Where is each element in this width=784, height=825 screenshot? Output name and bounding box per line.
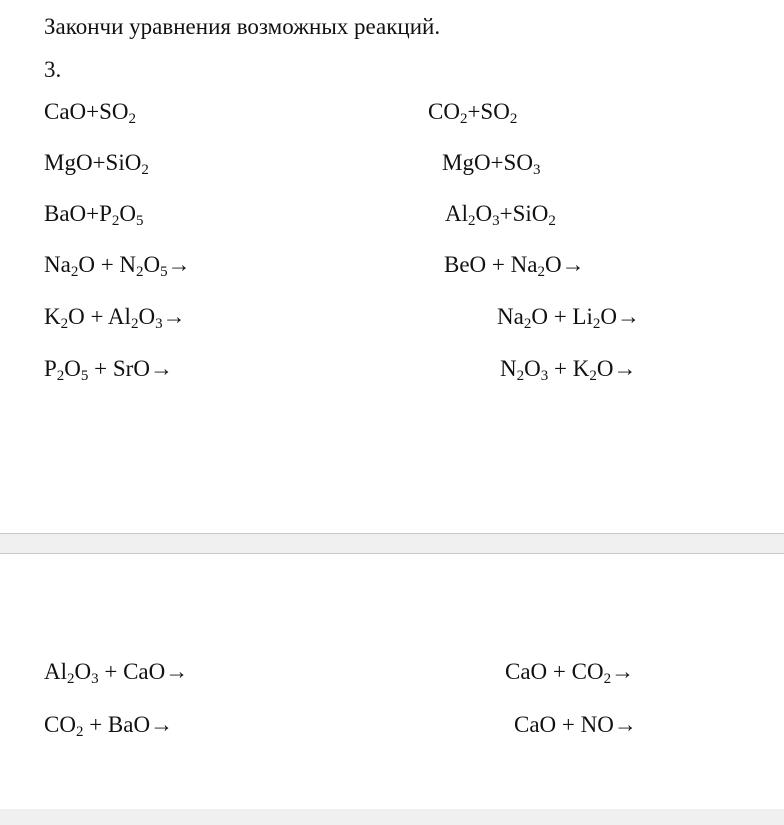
subscript: 2 [67, 671, 75, 687]
subscript: 2 [56, 368, 65, 384]
formula-text: + SrO→ [88, 356, 173, 381]
formula-text: O [64, 356, 81, 381]
subscript: 2 [141, 162, 149, 178]
subscript: 2 [516, 368, 525, 384]
reaction-12 [500, 356, 636, 382]
reaction-4 [442, 150, 540, 176]
reaction-15 [44, 712, 173, 738]
subscript: 5 [160, 264, 168, 280]
formula-text: O + N [78, 252, 137, 277]
subscript: 2 [589, 368, 597, 384]
formula-text: + BaO→ [83, 712, 174, 737]
formula-text: CO [44, 712, 76, 737]
reaction-14 [505, 659, 634, 685]
subscript: 2 [548, 213, 556, 229]
formula-text: N [500, 356, 517, 381]
formula-text: MgO+SO [442, 150, 533, 175]
formula-text: O + Al [68, 304, 131, 329]
viewer-bottom-band [0, 809, 784, 825]
subscript: 3 [91, 671, 99, 687]
subscript: 2 [75, 724, 84, 740]
subscript: 2 [60, 316, 69, 332]
formula-text: Al [44, 659, 67, 684]
subscript: 2 [70, 264, 79, 280]
formula-text: O→ [596, 356, 637, 381]
formula-text: + K [548, 356, 590, 381]
page-separator [0, 533, 784, 554]
subscript: 2 [603, 671, 612, 687]
formula-text: P [44, 356, 57, 381]
subscript: 2 [111, 213, 120, 229]
formula-text: Na [44, 252, 71, 277]
formula-text: CaO + NO→ [514, 712, 637, 737]
subscript: 2 [468, 213, 476, 229]
formula-text: → [167, 252, 191, 277]
task-title: Закончи уравнения возможных реакций. [44, 14, 441, 39]
formula-text: Al [445, 201, 468, 226]
subscript: 2 [128, 111, 137, 127]
formula-text: O [475, 201, 493, 226]
formula-text: O + Li [531, 304, 593, 329]
formula-text: O [138, 304, 156, 329]
formula-text: BaO+P [44, 201, 112, 226]
formula-text: O→ [544, 252, 585, 277]
formula-text: O [74, 659, 92, 684]
reaction-10 [497, 304, 640, 330]
formula-text: CaO + CO [505, 659, 604, 684]
subscript: 5 [136, 213, 144, 229]
subscript: 3 [540, 368, 549, 384]
subscript: 2 [459, 111, 468, 127]
formula-text: K [44, 304, 61, 329]
reaction-11 [44, 356, 173, 382]
subscript: 3 [532, 162, 541, 178]
formula-text: MgO+SiO [44, 150, 142, 175]
subscript: 3 [155, 316, 163, 332]
reaction-2 [428, 99, 517, 125]
formula-text: +SiO [499, 201, 549, 226]
reaction-7 [44, 252, 191, 278]
subscript: 2 [509, 111, 518, 127]
formula-text: → [611, 659, 635, 684]
formula-text: O [143, 252, 161, 277]
reaction-3 [44, 150, 149, 176]
reaction-1 [44, 99, 136, 125]
formula-text: → [162, 304, 186, 329]
subscript: 2 [136, 264, 144, 280]
formula-text: +SO [467, 99, 510, 124]
subscript: 2 [130, 316, 139, 332]
formula-text: Na [497, 304, 524, 329]
formula-text: O [524, 356, 541, 381]
reaction-16 [514, 712, 637, 738]
subscript: 3 [492, 213, 500, 229]
reaction-6 [445, 201, 556, 227]
formula-text: CaO+SO [44, 99, 129, 124]
reaction-5 [44, 201, 144, 227]
formula-text: CO [428, 99, 460, 124]
subscript: 2 [523, 316, 532, 332]
subscript: 5 [80, 368, 89, 384]
formula-text: BeO + Na [444, 252, 538, 277]
reaction-13 [44, 659, 188, 685]
formula-text: O [119, 201, 137, 226]
reaction-8 [444, 252, 585, 278]
formula-text: O→ [600, 304, 640, 329]
reaction-9 [44, 304, 186, 330]
task-number: 3. [44, 57, 62, 82]
subscript: 2 [592, 316, 601, 332]
formula-text: + CaO→ [98, 659, 189, 684]
subscript: 2 [537, 264, 545, 280]
document-page-2 [0, 554, 784, 809]
